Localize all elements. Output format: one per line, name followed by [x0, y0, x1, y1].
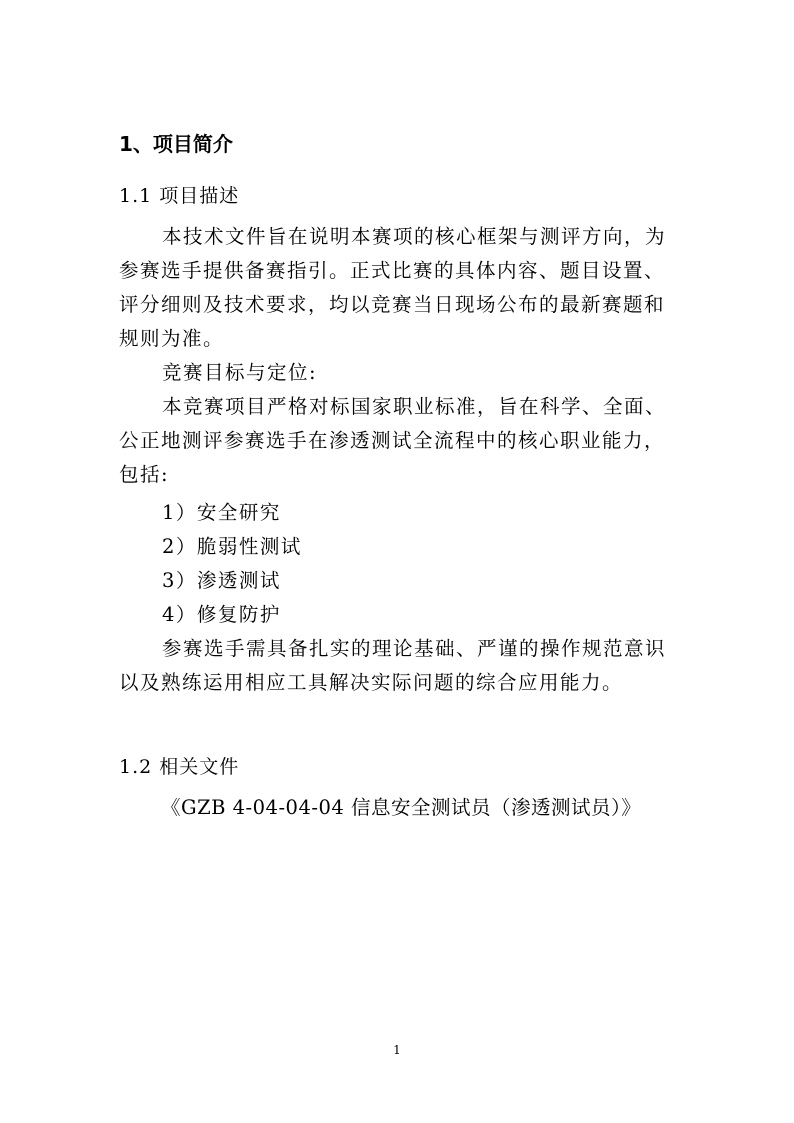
list-item: 4）修复防护 — [162, 603, 281, 626]
list-item: 3）渗透测试 — [162, 569, 281, 592]
page-number: 1 — [393, 1043, 401, 1057]
ability-list — [119, 496, 679, 632]
list-item: 2）脆弱性测试 — [162, 535, 302, 558]
paragraph-line: 以及熟练运用相应工具解决实际问题的综合应用能力。 — [119, 671, 624, 694]
paragraph-line: 参赛选手需具备扎实的理论基础、严谨的操作规范意识 — [162, 637, 667, 660]
goal-label: 竞赛目标与定位: — [162, 361, 318, 384]
goal-paragraph — [119, 356, 679, 492]
paragraph-line: 包括: — [119, 463, 170, 486]
document-reference: 《GZB 4-04-04-04 信息安全测试员（渗透测试员）》 — [161, 796, 642, 819]
paragraph-line: 公正地测评参赛选手在渗透测试全流程中的核心职业能力， — [119, 429, 666, 452]
paragraph-line: 本技术文件旨在说明本赛项的核心框架与测评方向，为 — [162, 225, 667, 248]
paragraph-line: 规则为准。 — [119, 327, 225, 350]
paragraph-line: 评分细则及技术要求，均以竞赛当日现场公布的最新赛题和 — [119, 293, 666, 316]
paragraph-line: 本竞赛项目严格对标国家职业标准，旨在科学、全面、 — [162, 395, 667, 418]
subsection-heading-project-description: 1.1 项目描述 — [119, 185, 240, 207]
paragraph-line: 参赛选手提供备赛指引。正式比赛的具体内容、题目设置、 — [119, 259, 666, 282]
closing-paragraph — [119, 632, 679, 700]
section-heading: 1、项目简介 — [119, 132, 233, 156]
list-item: 1）安全研究 — [162, 501, 281, 524]
intro-paragraph — [119, 220, 679, 356]
subsection-heading-related-documents: 1.2 相关文件 — [119, 756, 240, 778]
